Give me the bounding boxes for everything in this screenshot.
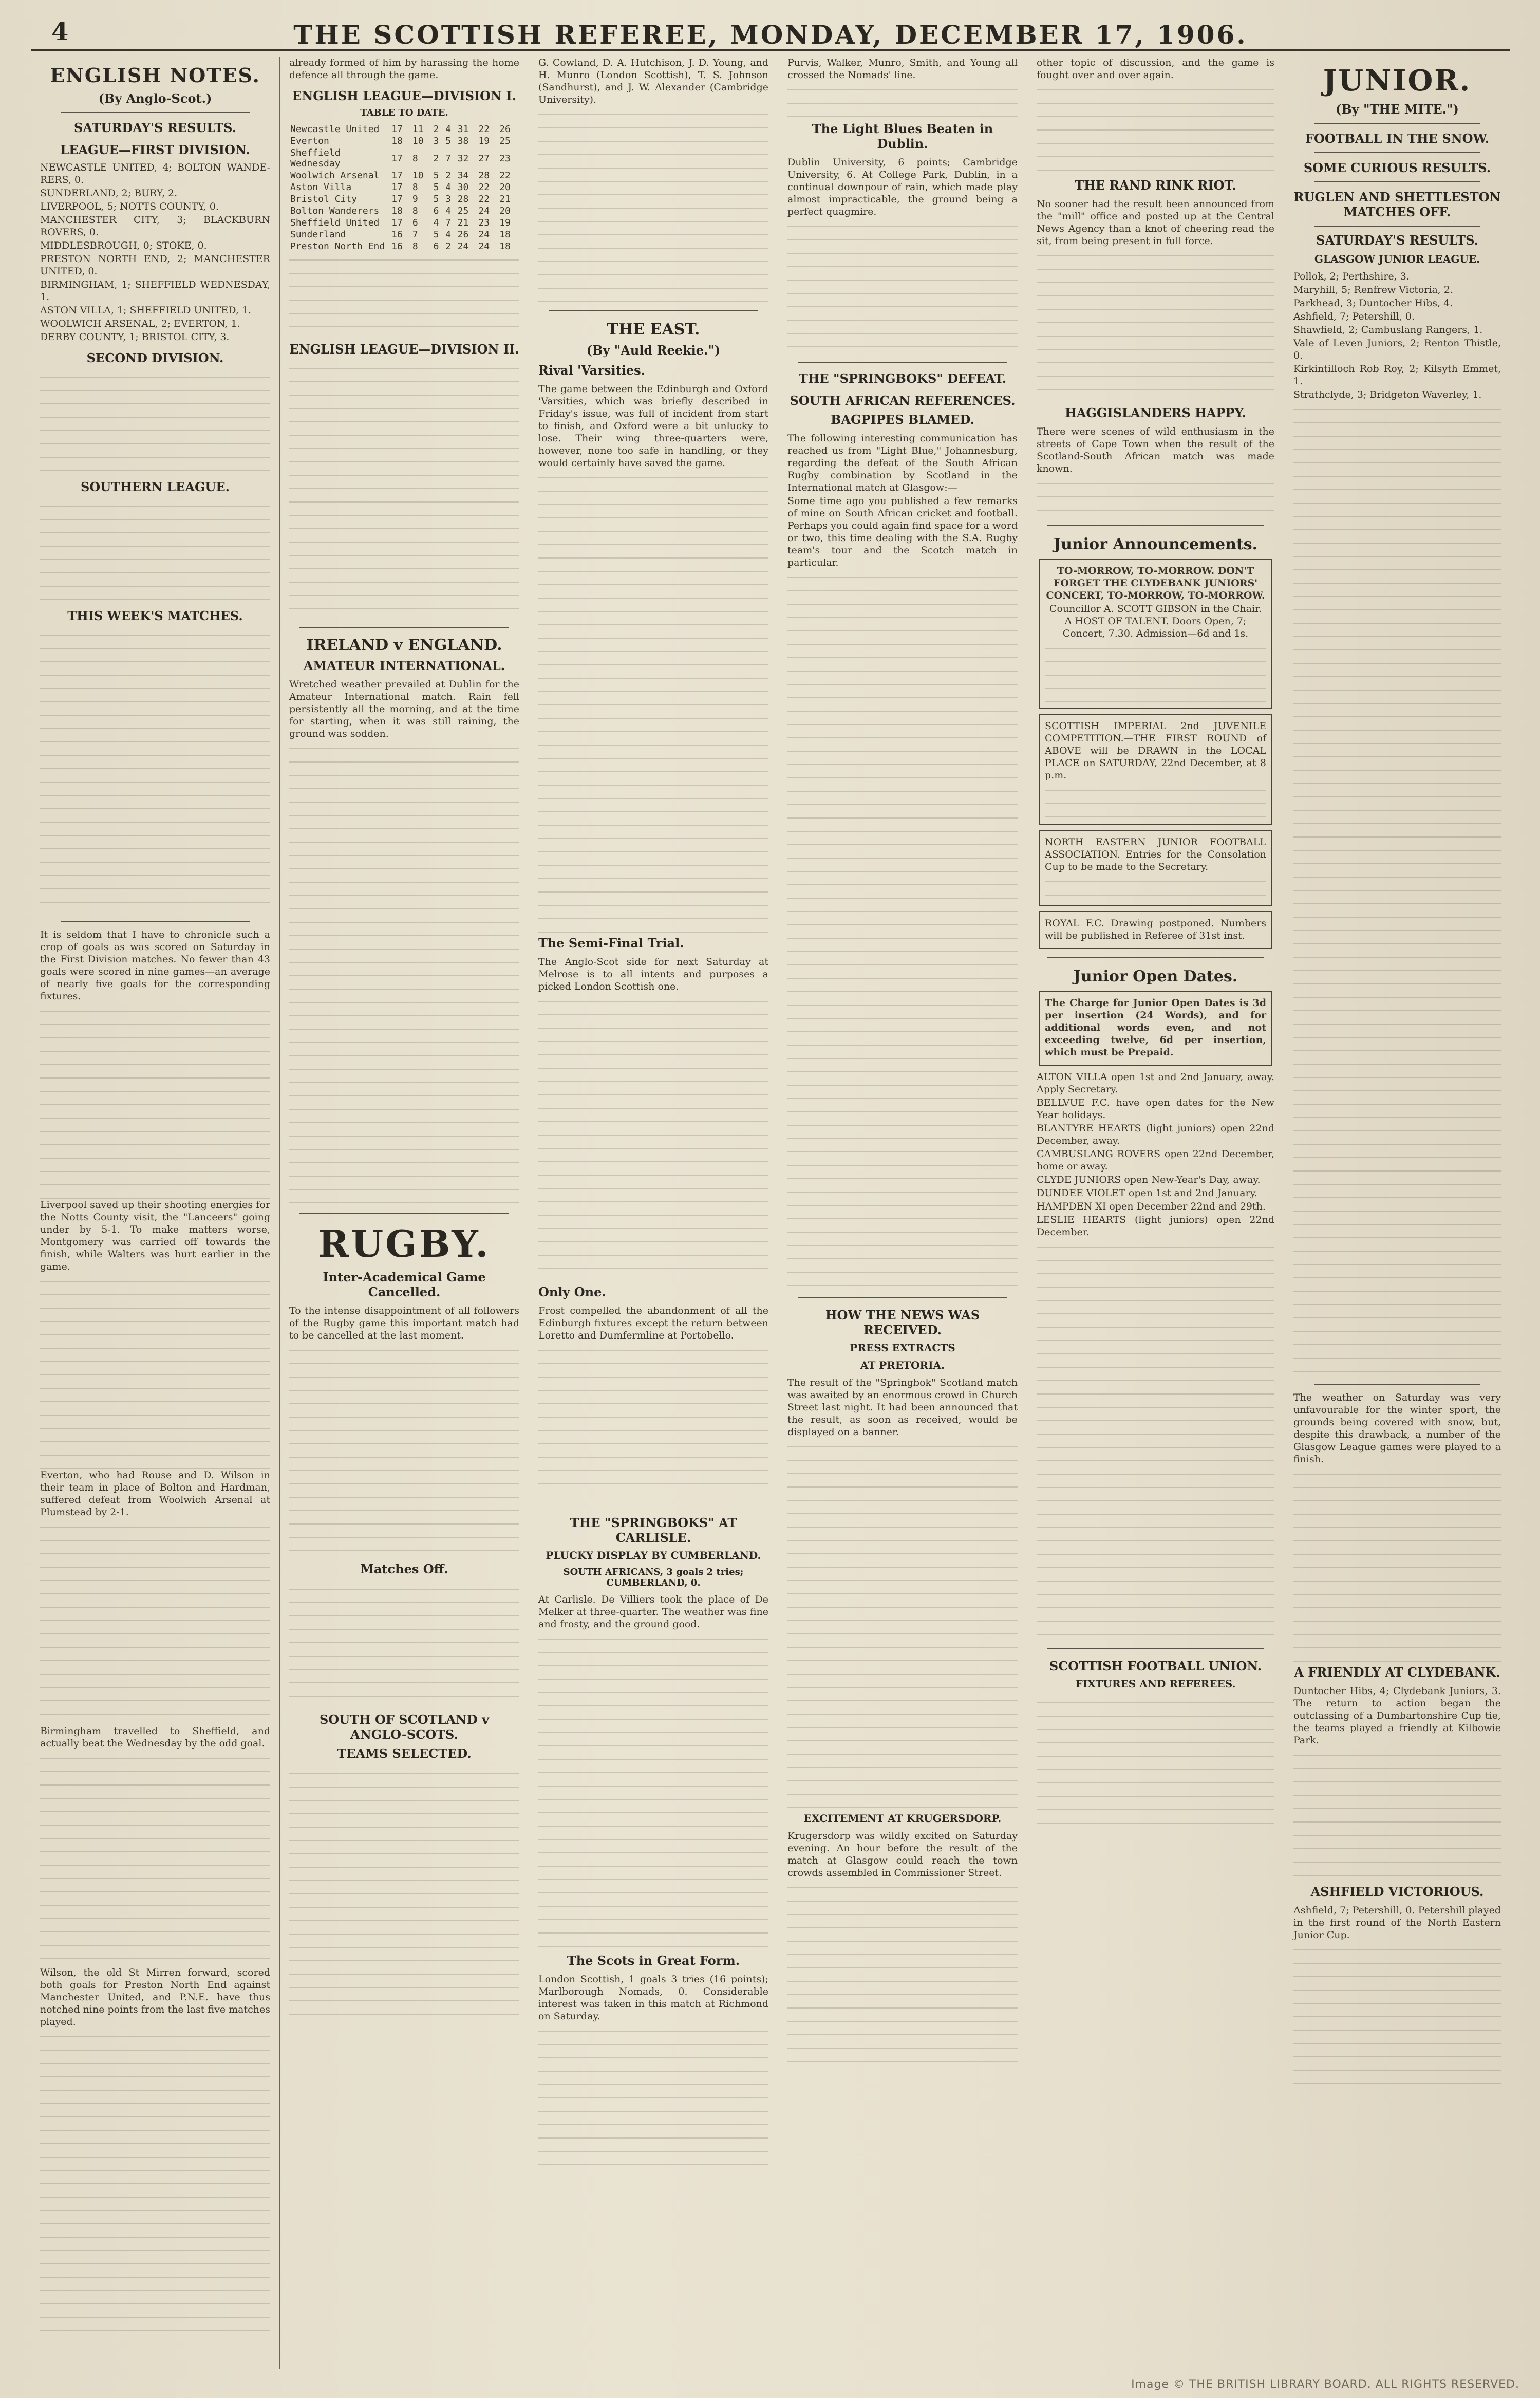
rival-varsities-heading: Rival 'Varsities. bbox=[538, 363, 645, 378]
article-text bbox=[538, 107, 768, 302]
table-row bbox=[289, 205, 519, 217]
stat-cell: 25 bbox=[499, 136, 511, 146]
column-junior bbox=[1284, 57, 1510, 2369]
division-one-table bbox=[289, 123, 519, 252]
divider bbox=[61, 921, 250, 922]
division-two-table-title: ENGLISH LEAGUE—DIVISION II. bbox=[289, 342, 519, 357]
stat-cell: 24 bbox=[478, 229, 490, 240]
junior-heading: JUNIOR. bbox=[1323, 64, 1472, 98]
stat-cell: 24 bbox=[457, 241, 469, 252]
stat-cell: 24 bbox=[478, 206, 490, 216]
article-text bbox=[787, 219, 1018, 352]
stat-cell: 16 bbox=[391, 241, 403, 252]
saturday-results-heading: SATURDAY'S RESULTS. bbox=[74, 120, 236, 135]
article-paragraph: The game between the Edinburgh and Oxford 'Varsities, which was briefly described in Friday's issue, was full of incident from start to finish, and Oxford were a bit unlucky to lose. Their wing three-quarters were, however, none too safe in handling, or they would certainly have saved the game. bbox=[538, 383, 768, 469]
stat-cell: 17 bbox=[391, 217, 403, 228]
stat-cell: 18 bbox=[391, 136, 403, 146]
divider bbox=[1314, 226, 1480, 227]
advert-text bbox=[1045, 641, 1266, 702]
open-date-entry: HAMPDEN XI open December 22nd and 29th. bbox=[1037, 1201, 1266, 1212]
stat-cell: 26 bbox=[499, 124, 511, 135]
open-date-entry: BLANTYRE HEARTS (light juniors) open 22nd December, away. bbox=[1037, 1123, 1274, 1146]
southern-league-heading: SOUTHERN LEAGUE. bbox=[80, 479, 230, 494]
result-line: MANCHESTER CITY, 3; BLACKBURN ROVERS, 0. bbox=[40, 214, 270, 238]
ashfield-victorious-heading: ASHFIELD VICTORIOUS. bbox=[1310, 1884, 1484, 1899]
divider bbox=[1314, 1384, 1480, 1385]
stat-cell: 28 bbox=[457, 194, 469, 205]
article-text bbox=[538, 1631, 768, 1950]
result-line: WOOLWICH ARSENAL, 2; EVERTON, 1. bbox=[40, 318, 240, 329]
table-row bbox=[289, 181, 519, 193]
this-weeks-matches-heading: THIS WEEK'S MATCHES. bbox=[67, 608, 243, 623]
article-paragraph: The result of the "Springbok" Scotland match was awaited by an enormous crowd in Church Street last night. It had been announced that the result, as soon as received, would be displayed on a banner. bbox=[787, 1377, 1018, 1438]
stat-cell: 4 bbox=[433, 217, 439, 228]
table-row bbox=[289, 229, 519, 240]
result-line: Pollok, 2; Perthshire, 3. bbox=[1293, 271, 1410, 282]
stat-cell: 2 bbox=[433, 124, 439, 135]
article-text bbox=[289, 1766, 519, 2023]
open-date-entry: CLYDE JUNIORS open New-Year's Day, away. bbox=[1037, 1174, 1261, 1185]
article-text bbox=[538, 2023, 768, 2178]
curious-results-heading: SOME CURIOUS RESULTS. bbox=[1303, 160, 1491, 175]
open-dates-continued bbox=[1037, 1239, 1274, 1640]
stat-cell: 17 bbox=[391, 170, 403, 181]
result-line: SUNDERLAND, 2; BURY, 2. bbox=[40, 188, 178, 199]
article-paragraph: Ashfield, 7; Petershill, 0. Petershill played in the first round of the North Eastern Junior Cup. bbox=[1293, 1905, 1501, 1941]
stat-cell: 18 bbox=[499, 241, 511, 252]
article-paragraph: There were scenes of wild enthusiasm in the streets of Cape Town when the result of the Scotland-South African match was made known. bbox=[1037, 426, 1274, 474]
light-blues-heading: The Light Blues Beaten in Dublin. bbox=[812, 121, 993, 151]
stat-cell: 20 bbox=[499, 206, 511, 216]
article-paragraph: To the intense disappointment of all followers of the Rugby game this important match had to be cancelled at the last moment. bbox=[289, 1305, 519, 1341]
table-row bbox=[289, 135, 519, 147]
divider bbox=[299, 626, 509, 628]
article-text bbox=[1037, 248, 1274, 402]
stat-cell: 27 bbox=[478, 153, 490, 164]
football-in-snow-heading: FOOTBALL IN THE SNOW. bbox=[1305, 131, 1490, 146]
division-one-table-title: ENGLISH LEAGUE—DIVISION I. bbox=[292, 88, 516, 103]
stat-cell: 20 bbox=[499, 182, 511, 193]
stat-cell: 4 bbox=[445, 182, 451, 193]
article-text bbox=[538, 470, 768, 933]
stat-cell: 23 bbox=[499, 153, 511, 164]
stat-cell: 21 bbox=[499, 194, 511, 205]
advert-title: TO-MORROW, TO-MORROW. DON'T FORGET THE CLYDEBANK JUNIORS' CONCERT, TO-MORROW, TO-MORROW. bbox=[1046, 565, 1265, 601]
ireland-england-heading: IRELAND v ENGLAND. bbox=[306, 636, 502, 654]
divider bbox=[1047, 1648, 1264, 1650]
stat-cell: 2 bbox=[445, 241, 451, 252]
article-paragraph: London Scottish, 1 goals 3 tries (16 points); Marlborough Nomads, 0. Considerable interest was taken in this match at Richmond on Saturday. bbox=[538, 1974, 768, 2022]
fixtures-referees-heading: FIXTURES AND REFEREES. bbox=[1075, 1678, 1236, 1690]
article-text bbox=[40, 1274, 270, 1469]
stat-cell: 28 bbox=[478, 170, 490, 181]
division-two-table bbox=[289, 361, 519, 618]
column-english-notes bbox=[31, 57, 280, 2369]
fixtures-list bbox=[1037, 1695, 1274, 1829]
article-text bbox=[1037, 476, 1274, 517]
divider bbox=[1314, 181, 1480, 182]
article-text bbox=[40, 1751, 270, 1966]
page-number: 4 bbox=[51, 17, 69, 46]
stat-cell: 19 bbox=[478, 136, 490, 146]
first-division-results bbox=[40, 161, 270, 343]
article-text bbox=[1293, 1942, 1501, 2096]
stat-cell: 8 bbox=[412, 206, 418, 216]
haggislanders-heading: HAGGISLANDERS HAPPY. bbox=[1065, 405, 1246, 420]
stat-cell: 7 bbox=[445, 217, 451, 228]
divider bbox=[61, 112, 250, 113]
result-line: Kirkintilloch Rob Roy, 2; Kilsyth Emmet, 1. bbox=[1293, 363, 1501, 387]
stat-cell: 6 bbox=[433, 241, 439, 252]
result-line: LIVERPOOL, 5; NOTTS COUNTY, 0. bbox=[40, 201, 219, 212]
team-name-cell: Bristol City bbox=[290, 194, 358, 205]
stat-cell: 4 bbox=[445, 124, 451, 135]
junior-byline: (By "THE MITE.") bbox=[1336, 102, 1459, 117]
article-text bbox=[538, 1343, 768, 1497]
krugersdorp-heading: EXCITEMENT AT KRUGERSDORP. bbox=[803, 1812, 1002, 1825]
junior-open-dates-heading: Junior Open Dates. bbox=[1073, 968, 1238, 986]
stat-cell: 11 bbox=[412, 124, 424, 135]
stat-cell: 5 bbox=[433, 182, 439, 193]
open-date-entry: DUNDEE VIOLET open 1st and 2nd January. bbox=[1037, 1187, 1257, 1199]
table-row bbox=[289, 193, 519, 205]
stat-cell: 38 bbox=[457, 136, 469, 146]
article-paragraph: Frost compelled the abandonment of all the Edinburgh fixtures except the return between Loretto and Dumfermline at Portobello. bbox=[538, 1305, 768, 1341]
divider bbox=[1047, 525, 1264, 527]
junior-results-list bbox=[1293, 270, 1501, 401]
stat-cell: 23 bbox=[478, 217, 490, 228]
news-received-heading: HOW THE NEWS WAS RECEIVED. bbox=[825, 1308, 980, 1337]
table-row bbox=[289, 170, 519, 181]
divider bbox=[798, 1297, 1007, 1299]
column-league-tables bbox=[280, 57, 529, 2369]
article-paragraph: Some time ago you published a few remarks of mine on South African cricket and football. Perhaps you could again find space for a word or two, this time dealing with the S.A. Rugby team's tour and the Scotch match in particular. bbox=[787, 495, 1018, 568]
article-paragraph: Dublin University, 6 points; Cambridge University, 6. At College Park, Dublin, in a continual downpour of rain, which made play almost impracticable, the ground being a perfect quagmire. bbox=[787, 157, 1018, 217]
stat-cell: 31 bbox=[457, 124, 469, 135]
south-african-references-heading: SOUTH AFRICAN REFERENCES. bbox=[790, 393, 1016, 408]
article-text bbox=[289, 1343, 519, 1558]
stat-cell: 17 bbox=[391, 182, 403, 193]
table-rows-continued bbox=[289, 252, 519, 334]
rand-rink-heading: THE RAND RINK RIOT. bbox=[1075, 178, 1236, 193]
article-text bbox=[289, 1582, 519, 1705]
concert-advert bbox=[1039, 559, 1272, 709]
advert-body: NORTH EASTERN JUNIOR FOOTBALL ASSOCIATION. Entries for the Consolation Cup to be made to the Secretary. bbox=[1045, 836, 1266, 872]
table-row bbox=[289, 147, 519, 170]
article-paragraph: The weather on Saturday was very unfavourable for the winter sport, the grounds being covered with snow, but, despite this drawback, a number of the Glasgow League games were played to a finish. bbox=[1293, 1392, 1501, 1465]
team-name-cell: Newcastle United bbox=[290, 124, 380, 135]
article-paragraph: No sooner had the result been announced from the "mill" office and posted up at the Central News Agency than a knot of cheering read the sit, from being present in full force. bbox=[1037, 198, 1274, 247]
team-name-cell: Everton bbox=[290, 136, 329, 146]
second-division-heading: SECOND DIVISION. bbox=[86, 350, 224, 365]
column-springboks bbox=[778, 57, 1027, 2369]
stat-cell: 5 bbox=[433, 229, 439, 240]
team-name-cell: Sunderland bbox=[290, 229, 346, 240]
article-text bbox=[787, 82, 1018, 118]
semi-final-heading: The Semi-Final Trial. bbox=[538, 936, 684, 951]
glasgow-junior-league-heading: GLASGOW JUNIOR LEAGUE. bbox=[1314, 253, 1480, 265]
open-date-entry: ALTON VILLA open 1st and 2nd January, away. Apply Secretary. bbox=[1037, 1071, 1274, 1095]
advert-body: Councillor A. SCOTT GIBSON in the Chair. A HOST OF TALENT. Doors Open, 7; Concert, 7.30. Admission—6d and 1s. bbox=[1049, 603, 1262, 639]
stat-cell: 6 bbox=[433, 206, 439, 216]
article-paragraph: The following interesting communication has reached us from "Light Blue," Johannesburg, regarding the defeat of the South African Rugby combination by Scotland in the International match at Glasgow:— bbox=[787, 433, 1018, 493]
fixtures-text-block bbox=[40, 627, 270, 915]
result-line: NEWCASTLE UNITED, 4; BOLTON WANDE-RERS, 0. bbox=[40, 162, 270, 185]
team-name-cell: Aston Villa bbox=[290, 182, 352, 193]
team-name-cell: Bolton Wanderers bbox=[290, 206, 380, 216]
article-paragraph: Birmingham travelled to Sheffield, and actually beat the Wednesday by the odd goal. bbox=[40, 1725, 270, 1749]
stat-cell: 22 bbox=[499, 170, 511, 181]
bagpipes-blamed-heading: BAGPIPES BLAMED. bbox=[831, 412, 974, 427]
divider bbox=[549, 310, 758, 312]
stat-cell: 5 bbox=[433, 194, 439, 205]
result-line: ASTON VILLA, 1; SHEFFIELD UNITED, 1. bbox=[40, 305, 251, 316]
advert-body: ROYAL F.C. Drawing postponed. Numbers will be published in Referee of 31st inst. bbox=[1045, 918, 1266, 941]
stat-cell: 4 bbox=[445, 206, 451, 216]
table-row bbox=[289, 123, 519, 135]
stat-cell: 24 bbox=[478, 241, 490, 252]
match-score: SOUTH AFRICANS, 3 goals 2 tries; CUMBERLAND, 0. bbox=[563, 1567, 744, 1588]
inter-academical-heading: Inter-Academical Game Cancelled. bbox=[323, 1270, 486, 1299]
article-paragraph: Wilson, the old St Mirren forward, scored both goals for Preston North End against Manchester United, and P.N.E. have thus notched nine points from the last five matches played. bbox=[40, 1967, 270, 2028]
rutherglen-heading: RUGLEN AND SHETTLESTON MATCHES OFF. bbox=[1293, 190, 1501, 219]
scottish-football-union-heading: SCOTTISH FOOTBALL UNION. bbox=[1049, 1659, 1262, 1674]
the-east-byline: (By "Auld Reekie.") bbox=[586, 343, 721, 358]
stat-cell: 2 bbox=[433, 153, 439, 164]
article-text bbox=[40, 1519, 270, 1725]
table-row bbox=[289, 240, 519, 252]
junior-announcements-heading: Junior Announcements. bbox=[1053, 535, 1258, 553]
open-dates-list bbox=[1037, 1071, 1274, 1238]
divider bbox=[1314, 152, 1480, 153]
stat-cell: 17 bbox=[391, 194, 403, 205]
article-text bbox=[40, 2029, 270, 2337]
stat-cell: 2 bbox=[445, 170, 451, 181]
article-paragraph: G. Cowland, D. A. Hutchison, J. D. Young, and H. Munro (London Scottish), T. S. Johnson (Sandhurst), and J. W. Alexander (Cambridge University). bbox=[538, 57, 768, 105]
article-text bbox=[787, 570, 1018, 1289]
open-date-entry: CAMBUSLANG ROVERS open 22nd December, home or away. bbox=[1037, 1148, 1274, 1172]
english-notes-byline: (By Anglo-Scot.) bbox=[98, 91, 212, 106]
result-line: DERBY COUNTY, 1; BRISTOL CITY, 3. bbox=[40, 331, 230, 343]
image-credit: Image © THE BRITISH LIBRARY BOARD. ALL RIGHTS RESERVED. bbox=[1131, 2378, 1519, 2391]
stat-cell: 7 bbox=[445, 153, 451, 164]
imperial-advert bbox=[1039, 714, 1272, 825]
result-line: MIDDLESBROUGH, 0; STOKE, 0. bbox=[40, 240, 207, 251]
article-text bbox=[787, 1880, 1018, 2065]
article-paragraph: It is seldom that I have to chronicle such a crop of goals as was scored on Saturday in the First Division matches. No fewer than 43 goals were scored in nine games—an average of nearly five goals for the corresponding fixtures. bbox=[40, 929, 270, 1002]
stat-cell: 25 bbox=[457, 206, 469, 216]
column-announcements bbox=[1027, 57, 1284, 2369]
article-paragraph: Duntocher Hibs, 4; Clydebank Juniors, 3. The return to action began the outclassing of a Dumbartonshire Cup tie, the teams played a friendly at Kilbowie Park. bbox=[1293, 1685, 1501, 1746]
the-east-heading: THE EAST. bbox=[607, 321, 700, 339]
article-text bbox=[1293, 1748, 1501, 1881]
article-text bbox=[40, 1003, 270, 1199]
stat-cell: 6 bbox=[412, 217, 418, 228]
stat-cell: 5 bbox=[445, 136, 451, 146]
advert-text bbox=[1045, 783, 1266, 819]
stat-cell: 8 bbox=[412, 182, 418, 193]
results-text-block bbox=[40, 369, 270, 472]
stat-cell: 17 bbox=[391, 124, 403, 135]
stat-cell: 21 bbox=[457, 217, 469, 228]
article-paragraph: other topic of discussion, and the game is fought over and over again. bbox=[1037, 57, 1274, 81]
advert-body: SCOTTISH IMPERIAL 2nd JUVENILE COMPETITION.—THE FIRST ROUND of ABOVE will be DRAWN in the LOCAL PLACE on SATURDAY, 22nd December, at 8 p.m. bbox=[1045, 720, 1266, 781]
article-paragraph: Krugersdorp was wildly excited on Saturday evening. An hour before the result of the match at Glasgow could reach the town crowds assembled in Commissioner Street. bbox=[787, 1830, 1018, 1879]
newspaper-title: THE SCOTTISH REFEREE, MONDAY, DECEMBER 17, 1906. bbox=[293, 20, 1248, 50]
result-line: BIRMINGHAM, 1; SHEFFIELD WEDNESDAY, 1. bbox=[40, 279, 270, 303]
stat-cell: 9 bbox=[412, 194, 418, 205]
result-line: Parkhead, 3; Duntocher Hibs, 4. bbox=[1293, 298, 1453, 309]
article-paragraph: Liverpool saved up their shooting energies for the Notts County visit, the "Lanceers" going under by 5-1. To make matters worse, Montgomery was carried off towards the finish, while Walters was hurt earlier in the game. bbox=[40, 1199, 270, 1272]
divider bbox=[798, 361, 1007, 363]
stat-cell: 32 bbox=[457, 153, 469, 164]
result-line: Ashfield, 7; Petershill, 0. bbox=[1293, 311, 1415, 322]
stat-cell: 4 bbox=[445, 229, 451, 240]
article-text bbox=[1037, 82, 1274, 175]
table-row bbox=[289, 217, 519, 229]
results-text-block bbox=[40, 498, 270, 601]
saturday-results-heading: SATURDAY'S RESULTS. bbox=[1316, 233, 1478, 248]
press-extracts-heading: PRESS EXTRACTS bbox=[850, 1342, 955, 1354]
scots-in-form-heading: The Scots in Great Form. bbox=[567, 1953, 740, 1968]
divider bbox=[549, 1505, 758, 1507]
royal-fc-advert bbox=[1039, 911, 1272, 949]
result-line: Maryhill, 5; Renfrew Victoria, 2. bbox=[1293, 284, 1453, 295]
english-notes-heading: ENGLISH NOTES. bbox=[50, 64, 260, 87]
open-date-entry: LESLIE HEARTS (light juniors) open 22nd December. bbox=[1037, 1214, 1274, 1238]
league-first-division-heading: LEAGUE—FIRST DIVISION. bbox=[60, 142, 250, 157]
stat-cell: 10 bbox=[412, 170, 424, 181]
stat-cell: 26 bbox=[457, 229, 469, 240]
article-paragraph: Purvis, Walker, Munro, Smith, and Young all crossed the Nomads' line. bbox=[787, 57, 1018, 81]
divider bbox=[1047, 957, 1264, 959]
north-eastern-advert bbox=[1039, 830, 1272, 906]
stat-cell: 19 bbox=[499, 217, 511, 228]
results-continued bbox=[1293, 402, 1501, 1378]
result-line: PRESTON NORTH END, 2; MANCHESTER UNITED, 0. bbox=[40, 253, 270, 277]
article-paragraph: Wretched weather prevailed at Dublin for the Amateur International match. Rain fell persistently all the morning, and at the time for starting, when it was still raining, the ground was sodden. bbox=[289, 679, 519, 739]
plucky-display-heading: PLUCKY DISPLAY BY CUMBERLAND. bbox=[546, 1549, 761, 1562]
team-name-cell: Sheffield Wednesday bbox=[290, 147, 341, 169]
stat-cell: 8 bbox=[412, 241, 418, 252]
masthead bbox=[31, 14, 1510, 51]
stat-cell: 22 bbox=[478, 194, 490, 205]
matches-off-heading: Matches Off. bbox=[360, 1562, 448, 1576]
friendly-clydebank-heading: A FRIENDLY AT CLYDEBANK. bbox=[1294, 1665, 1500, 1680]
article-paragraph: At Carlisle. De Villiers took the place of De Melker at three-quarter. The weather was fine and frosty, and the ground good. bbox=[538, 1594, 768, 1630]
result-line: Vale of Leven Juniors, 2; Renton Thistle, 0. bbox=[1293, 338, 1501, 361]
springboks-defeat-heading: THE "SPRINGBOKS" DEFEAT. bbox=[798, 371, 1007, 386]
team-name-cell: Preston North End bbox=[290, 241, 385, 252]
charge-text: The Charge for Junior Open Dates is 3d per insertion (24 Words), and for additional words even, and not exceeding twelve, 6d per insertion, which must be Prepaid. bbox=[1045, 997, 1266, 1058]
table-subtitle: TABLE TO DATE. bbox=[360, 107, 448, 118]
only-one-heading: Only One. bbox=[538, 1285, 606, 1299]
stat-cell: 10 bbox=[412, 136, 424, 146]
stat-cell: 7 bbox=[412, 229, 418, 240]
article-text bbox=[538, 994, 768, 1281]
advert-text bbox=[1045, 874, 1266, 900]
stat-cell: 34 bbox=[457, 170, 469, 181]
stat-cell: 16 bbox=[391, 229, 403, 240]
article-text bbox=[1293, 1466, 1501, 1662]
divider bbox=[1314, 123, 1480, 124]
divider bbox=[299, 1212, 509, 1214]
south-of-scotland-heading: SOUTH OF SCOTLAND v ANGLO-SCOTS. bbox=[319, 1712, 490, 1742]
teams-selected-heading: TEAMS SELECTED. bbox=[337, 1746, 472, 1761]
amateur-international-heading: AMATEUR INTERNATIONAL. bbox=[303, 658, 505, 673]
article-text bbox=[289, 741, 519, 1203]
pretoria-heading: AT PRETORIA. bbox=[860, 1359, 945, 1371]
article-text bbox=[787, 1439, 1018, 1809]
stat-cell: 3 bbox=[445, 194, 451, 205]
stat-cell: 3 bbox=[433, 136, 439, 146]
team-name-cell: Sheffield United bbox=[290, 217, 380, 228]
stat-cell: 30 bbox=[457, 182, 469, 193]
article-paragraph: The Anglo-Scot side for next Saturday at Melrose is to all intents and purposes a picked London Scottish one. bbox=[538, 956, 768, 992]
result-line: Shawfield, 2; Cambuslang Rangers, 1. bbox=[1293, 324, 1483, 336]
result-line: Strathclyde, 3; Bridgeton Waverley, 1. bbox=[1293, 389, 1482, 400]
stat-cell: 18 bbox=[391, 206, 403, 216]
article-paragraph: already formed of him by harassing the home defence all through the game. bbox=[289, 57, 519, 81]
stat-cell: 8 bbox=[412, 153, 418, 164]
open-date-entry: BELLVUE F.C. have open dates for the New Year holidays. bbox=[1037, 1097, 1274, 1121]
rugby-heading: RUGBY. bbox=[318, 1222, 491, 1266]
column-the-east bbox=[529, 57, 778, 2369]
stat-cell: 17 bbox=[391, 153, 403, 164]
stat-cell: 22 bbox=[478, 124, 490, 135]
stat-cell: 18 bbox=[499, 229, 511, 240]
stat-cell: 5 bbox=[433, 170, 439, 181]
open-dates-charge bbox=[1039, 991, 1272, 1066]
springboks-carlisle-heading: THE "SPRINGBOKS" AT CARLISLE. bbox=[570, 1515, 737, 1545]
team-name-cell: Woolwich Arsenal bbox=[290, 170, 380, 181]
article-paragraph: Everton, who had Rouse and D. Wilson in their team in place of Bolton and Hardman, suffered defeat from Woolwich Arsenal at Plumstead by 2-1. bbox=[40, 1470, 270, 1518]
stat-cell: 22 bbox=[478, 182, 490, 193]
